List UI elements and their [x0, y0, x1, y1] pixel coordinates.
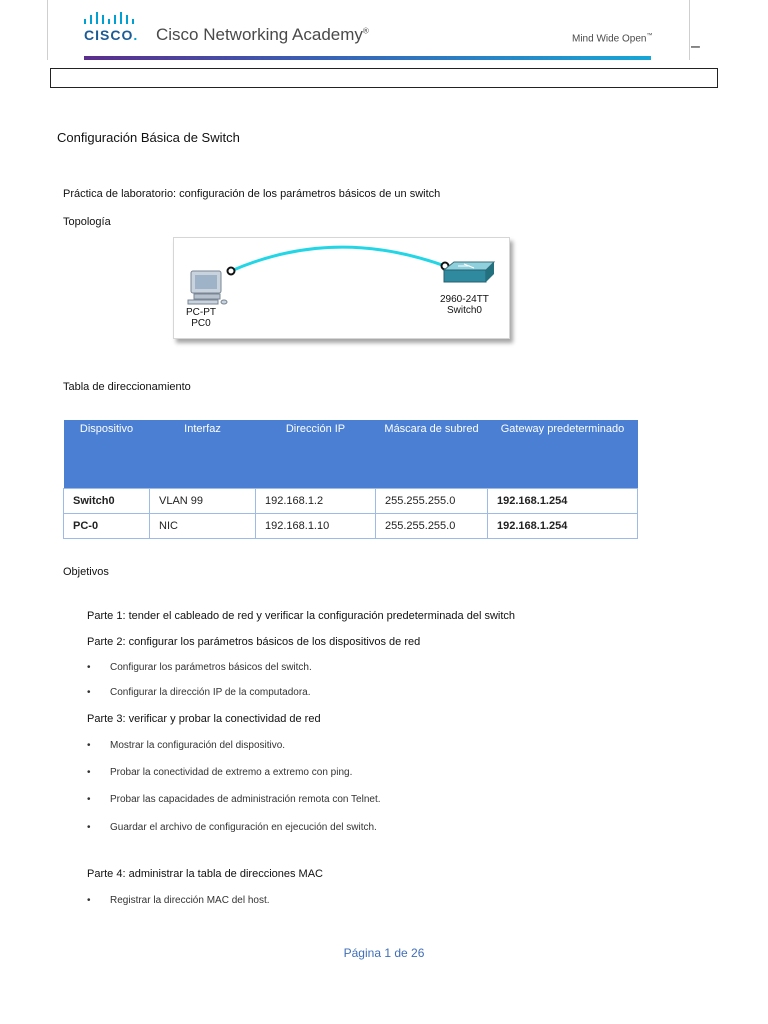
- table-header-row: [64, 420, 638, 489]
- table-cell: 192.168.1.254: [488, 489, 638, 514]
- table-row: [64, 489, 638, 514]
- table-cell: 255.255.255.0: [376, 489, 488, 514]
- pc-label: PC-PT PC0: [186, 307, 216, 329]
- list-item: • Guardar el archivo de configuración en ejecución del switch.: [87, 822, 377, 833]
- column-header: Gateway predeterminado: [488, 420, 638, 489]
- table-cell: 192.168.1.254: [488, 514, 638, 539]
- objectives-heading: Objetivos: [63, 566, 109, 578]
- column-header: Interfaz: [150, 420, 256, 489]
- table-row: [64, 514, 638, 539]
- column-header: Máscara de subred: [376, 420, 488, 489]
- pc-icon: [188, 271, 227, 304]
- pc-port-dot: [228, 268, 235, 275]
- tagline: Mind Wide Open™: [572, 33, 653, 45]
- page-number: Página 1 de 26: [343, 946, 425, 960]
- column-header: Dirección IP: [256, 420, 376, 489]
- switch-label: 2960-24TT Switch0: [440, 294, 489, 316]
- table-cell: 255.255.255.0: [376, 514, 488, 539]
- list-item: • Configurar la dirección IP de la computadora.: [87, 687, 311, 698]
- list-item: • Probar la conectividad de extremo a extremo con ping.: [87, 767, 353, 778]
- topology-heading: Topología: [63, 216, 111, 228]
- header-dash: –: [691, 38, 700, 55]
- list-item: • Mostrar la configuración del dispositivo.: [87, 740, 286, 751]
- section-title: Configuración Básica de Switch: [57, 130, 240, 145]
- brand-gradient-divider: [84, 56, 651, 60]
- list-item: • Registrar la dirección MAC del host.: [87, 895, 270, 906]
- network-link: [231, 247, 445, 271]
- part-2-heading: Parte 2: configurar los parámetros básicos de los dispositivos de red: [87, 636, 421, 648]
- cisco-logo-wordmark: CISCO.: [84, 27, 139, 43]
- table-cell: 192.168.1.2: [256, 489, 376, 514]
- table-cell: VLAN 99: [150, 489, 256, 514]
- column-header: Dispositivo: [64, 420, 150, 489]
- cisco-logo-bars-icon: [84, 12, 144, 26]
- brand-title: Cisco Networking Academy®: [156, 25, 369, 44]
- topology-diagram: [174, 238, 509, 338]
- table-cell: PC-0: [64, 514, 150, 539]
- list-item: • Configurar los parámetros básicos del switch.: [87, 662, 312, 673]
- addressing-table: [63, 420, 638, 539]
- list-item: • Probar las capacidades de administración remota con Telnet.: [87, 794, 381, 805]
- empty-title-box: [50, 68, 718, 88]
- topology-figure: [173, 237, 510, 339]
- addressing-table-heading: Tabla de direccionamiento: [63, 381, 191, 393]
- table-cell: 192.168.1.10: [256, 514, 376, 539]
- lab-title: Práctica de laboratorio: configuración de los parámetros básicos de un switch: [63, 188, 441, 200]
- table-cell: NIC: [150, 514, 256, 539]
- switch-icon: [444, 262, 494, 282]
- part-1-heading: Parte 1: tender el cableado de red y verificar la configuración predeterminada del switch: [87, 610, 516, 622]
- part-3-heading: Parte 3: verificar y probar la conectividad de red: [87, 713, 321, 725]
- table-cell: Switch0: [64, 489, 150, 514]
- part-4-heading: Parte 4: administrar la tabla de direcciones MAC: [87, 868, 323, 880]
